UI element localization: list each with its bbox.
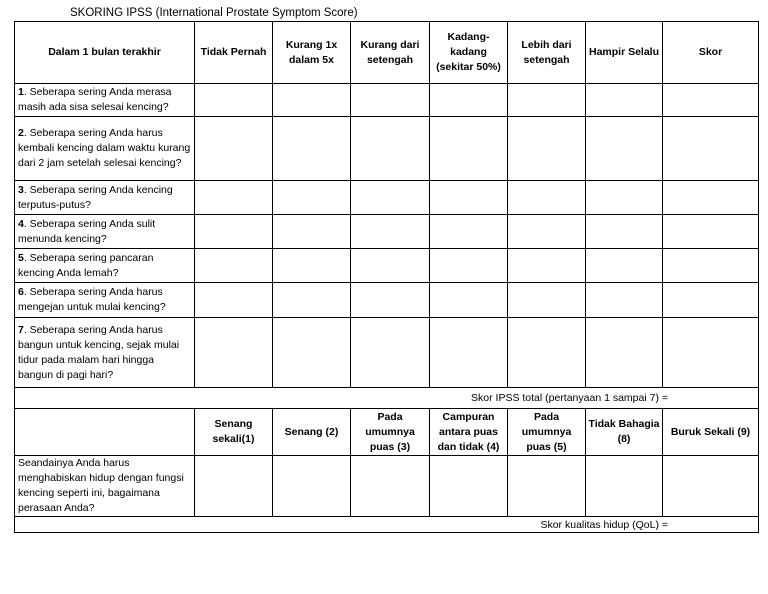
answer-cell[interactable]	[508, 117, 586, 181]
question-text: 2. Seberapa sering Anda harus kembali kencing dalam waktu kurang dari 2 jam setelah selesai kencing?	[15, 117, 195, 181]
header-hampir-selalu: Hampir Selalu	[586, 22, 663, 84]
answer-cell[interactable]	[586, 117, 663, 181]
answer-cell[interactable]	[508, 181, 586, 215]
answer-cell[interactable]	[430, 117, 508, 181]
question-text: 7. Seberapa sering Anda harus bangun untuk kencing, sejak mulai tidur pada malam hari hingga bangun di pagi hari?	[15, 318, 195, 388]
header-lebih-setengah: Lebih dari setengah	[508, 22, 586, 84]
answer-cell[interactable]	[508, 215, 586, 249]
ipss-total-row	[15, 388, 759, 409]
header-skor: Skor	[663, 22, 759, 84]
answer-cell[interactable]	[195, 117, 273, 181]
qol-question-text: Seandainya Anda harus menghabiskan hidup dengan fungsi kencing seperti ini, bagaimana perasaan Anda?	[15, 456, 195, 517]
answer-cell[interactable]	[508, 318, 586, 388]
answer-cell[interactable]	[351, 117, 430, 181]
answer-cell[interactable]	[586, 283, 663, 318]
qol-question-row	[15, 456, 759, 517]
answer-cell[interactable]	[351, 283, 430, 318]
answer-cell[interactable]	[273, 215, 351, 249]
question-row-2	[15, 117, 759, 181]
answer-cell[interactable]	[430, 283, 508, 318]
answer-cell[interactable]	[430, 318, 508, 388]
header-kurang-setengah: Kurang dari setengah	[351, 22, 430, 84]
question-row-7	[15, 318, 759, 388]
qol-total-row	[15, 517, 759, 533]
answer-cell[interactable]	[508, 84, 586, 117]
score-cell[interactable]	[663, 215, 759, 249]
qol-header-tidak-bahagia: Tidak Bahagia (8)	[586, 409, 663, 456]
question-row-1	[15, 84, 759, 117]
answer-cell[interactable]	[273, 318, 351, 388]
answer-cell[interactable]	[351, 181, 430, 215]
answer-cell[interactable]	[195, 181, 273, 215]
qol-header-row	[15, 409, 759, 456]
answer-cell[interactable]	[351, 249, 430, 283]
answer-cell[interactable]	[351, 84, 430, 117]
answer-cell[interactable]	[195, 215, 273, 249]
answer-cell[interactable]	[586, 215, 663, 249]
answer-cell[interactable]	[508, 283, 586, 318]
score-cell[interactable]	[663, 181, 759, 215]
header-period: Dalam 1 bulan terakhir	[15, 22, 195, 84]
answer-cell[interactable]	[430, 215, 508, 249]
answer-cell[interactable]	[663, 456, 759, 517]
question-row-3	[15, 181, 759, 215]
ipss-header-row	[15, 22, 759, 84]
document-title: SKORING IPSS (International Prostate Symptom Score)	[70, 7, 358, 19]
qol-header-blank	[15, 409, 195, 456]
answer-cell[interactable]	[508, 249, 586, 283]
answer-cell[interactable]	[586, 249, 663, 283]
answer-cell[interactable]	[586, 318, 663, 388]
question-row-6	[15, 283, 759, 318]
qol-header-umumnya-puas-5: Pada umumnya puas (5)	[508, 409, 586, 456]
score-cell[interactable]	[663, 283, 759, 318]
question-text: 4. Seberapa sering Anda sulit menunda kencing?	[15, 215, 195, 249]
answer-cell[interactable]	[195, 318, 273, 388]
qol-header-umumnya-puas-3: Pada umumnya puas (3)	[351, 409, 430, 456]
answer-cell[interactable]	[586, 181, 663, 215]
question-text: 1. Seberapa sering Anda merasa masih ada sisa selesai kencing?	[15, 84, 195, 117]
answer-cell[interactable]	[273, 249, 351, 283]
answer-cell[interactable]	[195, 249, 273, 283]
score-cell[interactable]	[663, 117, 759, 181]
answer-cell[interactable]	[273, 84, 351, 117]
ipss-total-label: Skor IPSS total (pertanyaan 1 sampai 7) =	[15, 388, 759, 409]
ipss-scoring-table	[14, 21, 759, 533]
header-kadang-kadang: Kadang-kadang (sekitar 50%)	[430, 22, 508, 84]
answer-cell[interactable]	[273, 117, 351, 181]
answer-cell[interactable]	[351, 318, 430, 388]
answer-cell[interactable]	[586, 456, 663, 517]
answer-cell[interactable]	[430, 249, 508, 283]
header-tidak-pernah: Tidak Pernah	[195, 22, 273, 84]
question-text: 6. Seberapa sering Anda harus mengejan untuk mulai kencing?	[15, 283, 195, 318]
answer-cell[interactable]	[351, 215, 430, 249]
question-row-4	[15, 215, 759, 249]
answer-cell[interactable]	[351, 456, 430, 517]
answer-cell[interactable]	[195, 283, 273, 318]
question-row-5	[15, 249, 759, 283]
question-text: 5. Seberapa sering pancaran kencing Anda lemah?	[15, 249, 195, 283]
qol-header-campuran: Campuran antara puas dan tidak (4)	[430, 409, 508, 456]
answer-cell[interactable]	[273, 181, 351, 215]
score-cell[interactable]	[663, 249, 759, 283]
header-kurang-1x: Kurang 1x dalam 5x	[273, 22, 351, 84]
answer-cell[interactable]	[430, 456, 508, 517]
answer-cell[interactable]	[273, 456, 351, 517]
qol-total-label: Skor kualitas hidup (QoL) =	[15, 517, 759, 533]
answer-cell[interactable]	[195, 456, 273, 517]
score-cell[interactable]	[663, 318, 759, 388]
answer-cell[interactable]	[508, 456, 586, 517]
answer-cell[interactable]	[430, 181, 508, 215]
question-text: 3. Seberapa sering Anda kencing terputus-putus?	[15, 181, 195, 215]
answer-cell[interactable]	[430, 84, 508, 117]
answer-cell[interactable]	[273, 283, 351, 318]
answer-cell[interactable]	[195, 84, 273, 117]
answer-cell[interactable]	[586, 84, 663, 117]
qol-header-senang-sekali: Senang sekali(1)	[195, 409, 273, 456]
qol-header-senang: Senang (2)	[273, 409, 351, 456]
qol-header-buruk-sekali: Buruk Sekali (9)	[663, 409, 759, 456]
score-cell[interactable]	[663, 84, 759, 117]
